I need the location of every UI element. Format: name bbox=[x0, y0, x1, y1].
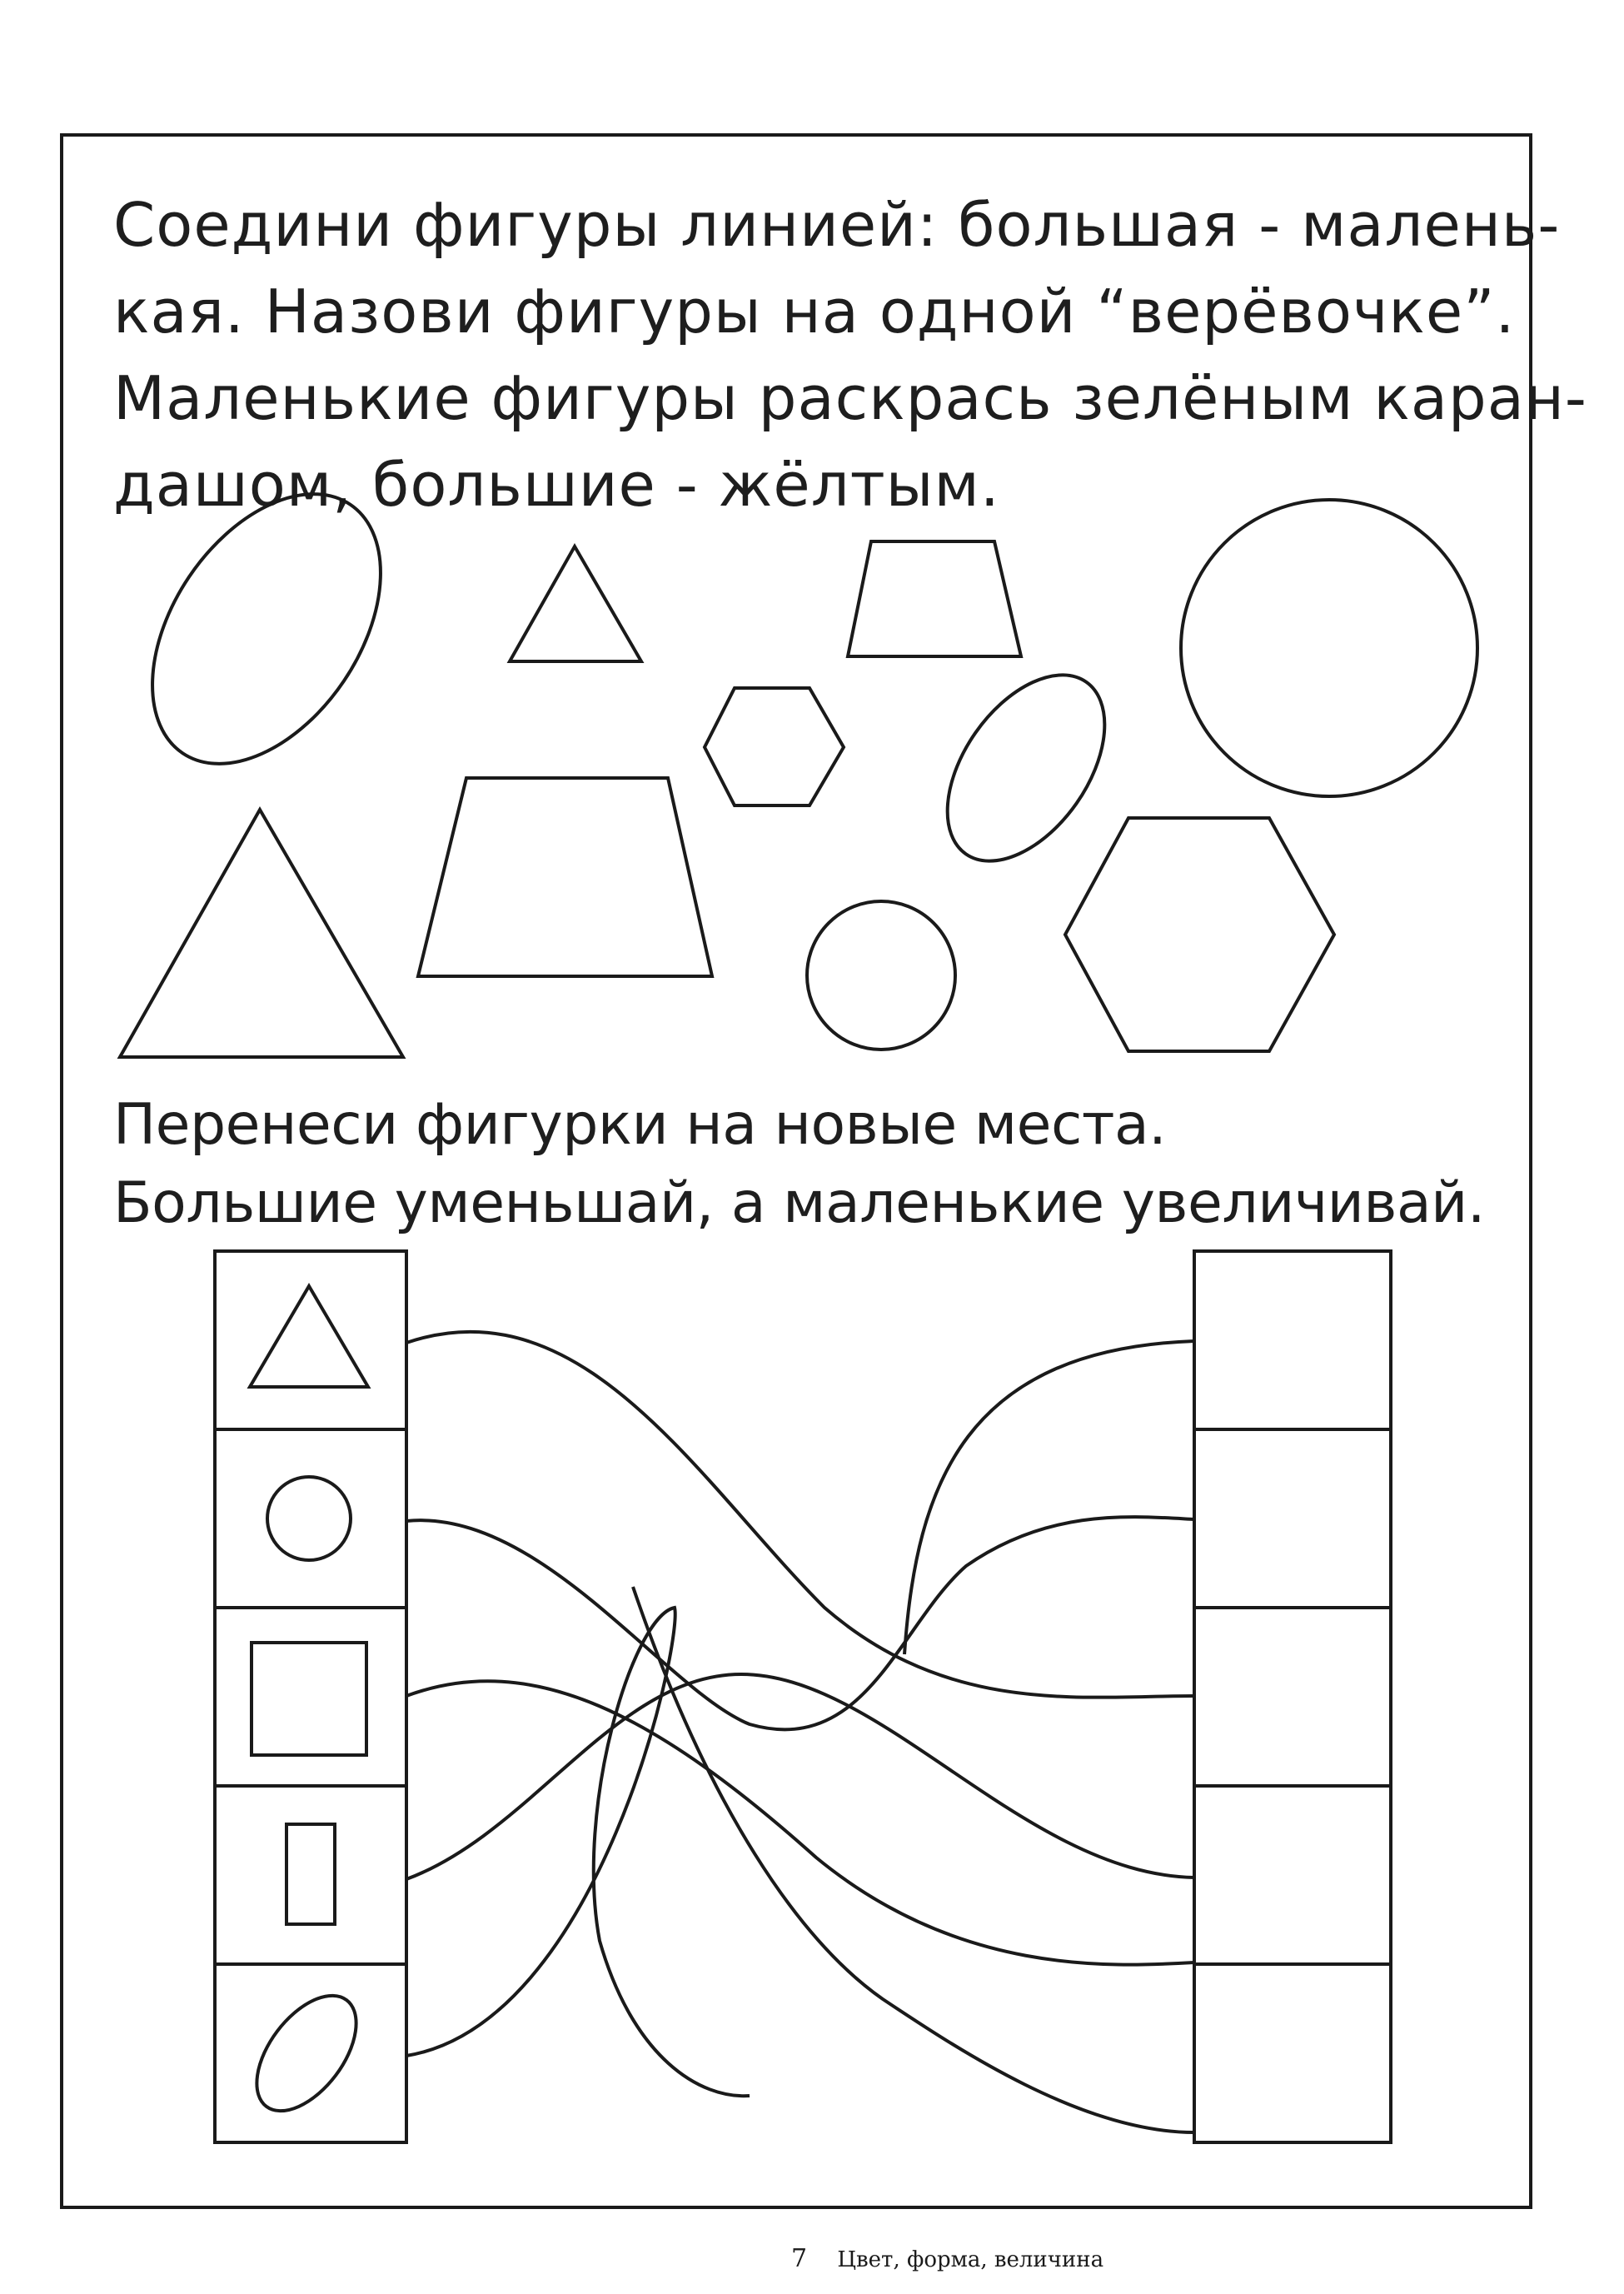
small-ellipse-shape bbox=[915, 646, 1137, 889]
connecting-ropes bbox=[406, 1332, 1194, 2132]
rope-line bbox=[406, 1681, 1194, 1964]
rope-line bbox=[904, 1341, 1194, 1654]
small-trapezoid-shape bbox=[848, 541, 1021, 656]
small-triangle-shape bbox=[510, 546, 641, 661]
rope-line bbox=[406, 1332, 1194, 1698]
left-cell bbox=[215, 1964, 406, 2142]
right-cell bbox=[1194, 1786, 1391, 1964]
left-circle-figure bbox=[267, 1477, 351, 1560]
section-title: Цвет, форма, величина bbox=[837, 2247, 1104, 2272]
left-column bbox=[215, 1251, 406, 2142]
left-square-figure bbox=[252, 1643, 366, 1755]
left-ellipse-figure bbox=[237, 1978, 376, 2129]
task1-line: Маленькие фигуры раскрась зелёным каран- bbox=[113, 363, 1587, 433]
page-footer bbox=[791, 2244, 1103, 2273]
left-cell bbox=[215, 1429, 406, 1608]
small-circle-shape bbox=[807, 901, 955, 1050]
big-circle-shape bbox=[1181, 500, 1477, 796]
right-cell bbox=[1194, 1429, 1391, 1608]
task1-line: Соедини фигуры линией: большая - малень- bbox=[113, 190, 1561, 260]
task2-line: Большие уменьшай, а маленькие увеличивай. bbox=[113, 1170, 1485, 1236]
small-hexagon-shape bbox=[705, 688, 844, 805]
left-cell bbox=[215, 1251, 406, 1429]
left-triangle-figure bbox=[250, 1286, 368, 1387]
big-hexagon-shape bbox=[1065, 818, 1334, 1051]
rope-line bbox=[406, 1674, 1194, 1879]
right-cell bbox=[1194, 1608, 1391, 1786]
left-cell bbox=[215, 1786, 406, 1964]
task2-line: Перенеси фигурки на новые места. bbox=[113, 1092, 1167, 1158]
big-triangle-shape bbox=[120, 810, 403, 1057]
right-cell bbox=[1194, 1964, 1391, 2142]
task1-line: дашом, большие - жёлтым. bbox=[113, 450, 1000, 520]
right-column bbox=[1194, 1251, 1391, 2142]
shapes-area bbox=[105, 452, 1477, 1057]
right-cell bbox=[1194, 1251, 1391, 1429]
left-rectangle-figure bbox=[286, 1824, 335, 1924]
task1-line: кая. Назови фигуры на одной “верёвочке”. bbox=[113, 277, 1516, 347]
big-ellipse-shape bbox=[105, 452, 427, 805]
big-trapezoid-shape bbox=[418, 778, 712, 976]
left-cell bbox=[215, 1608, 406, 1786]
page-number: 7 bbox=[791, 2244, 808, 2273]
